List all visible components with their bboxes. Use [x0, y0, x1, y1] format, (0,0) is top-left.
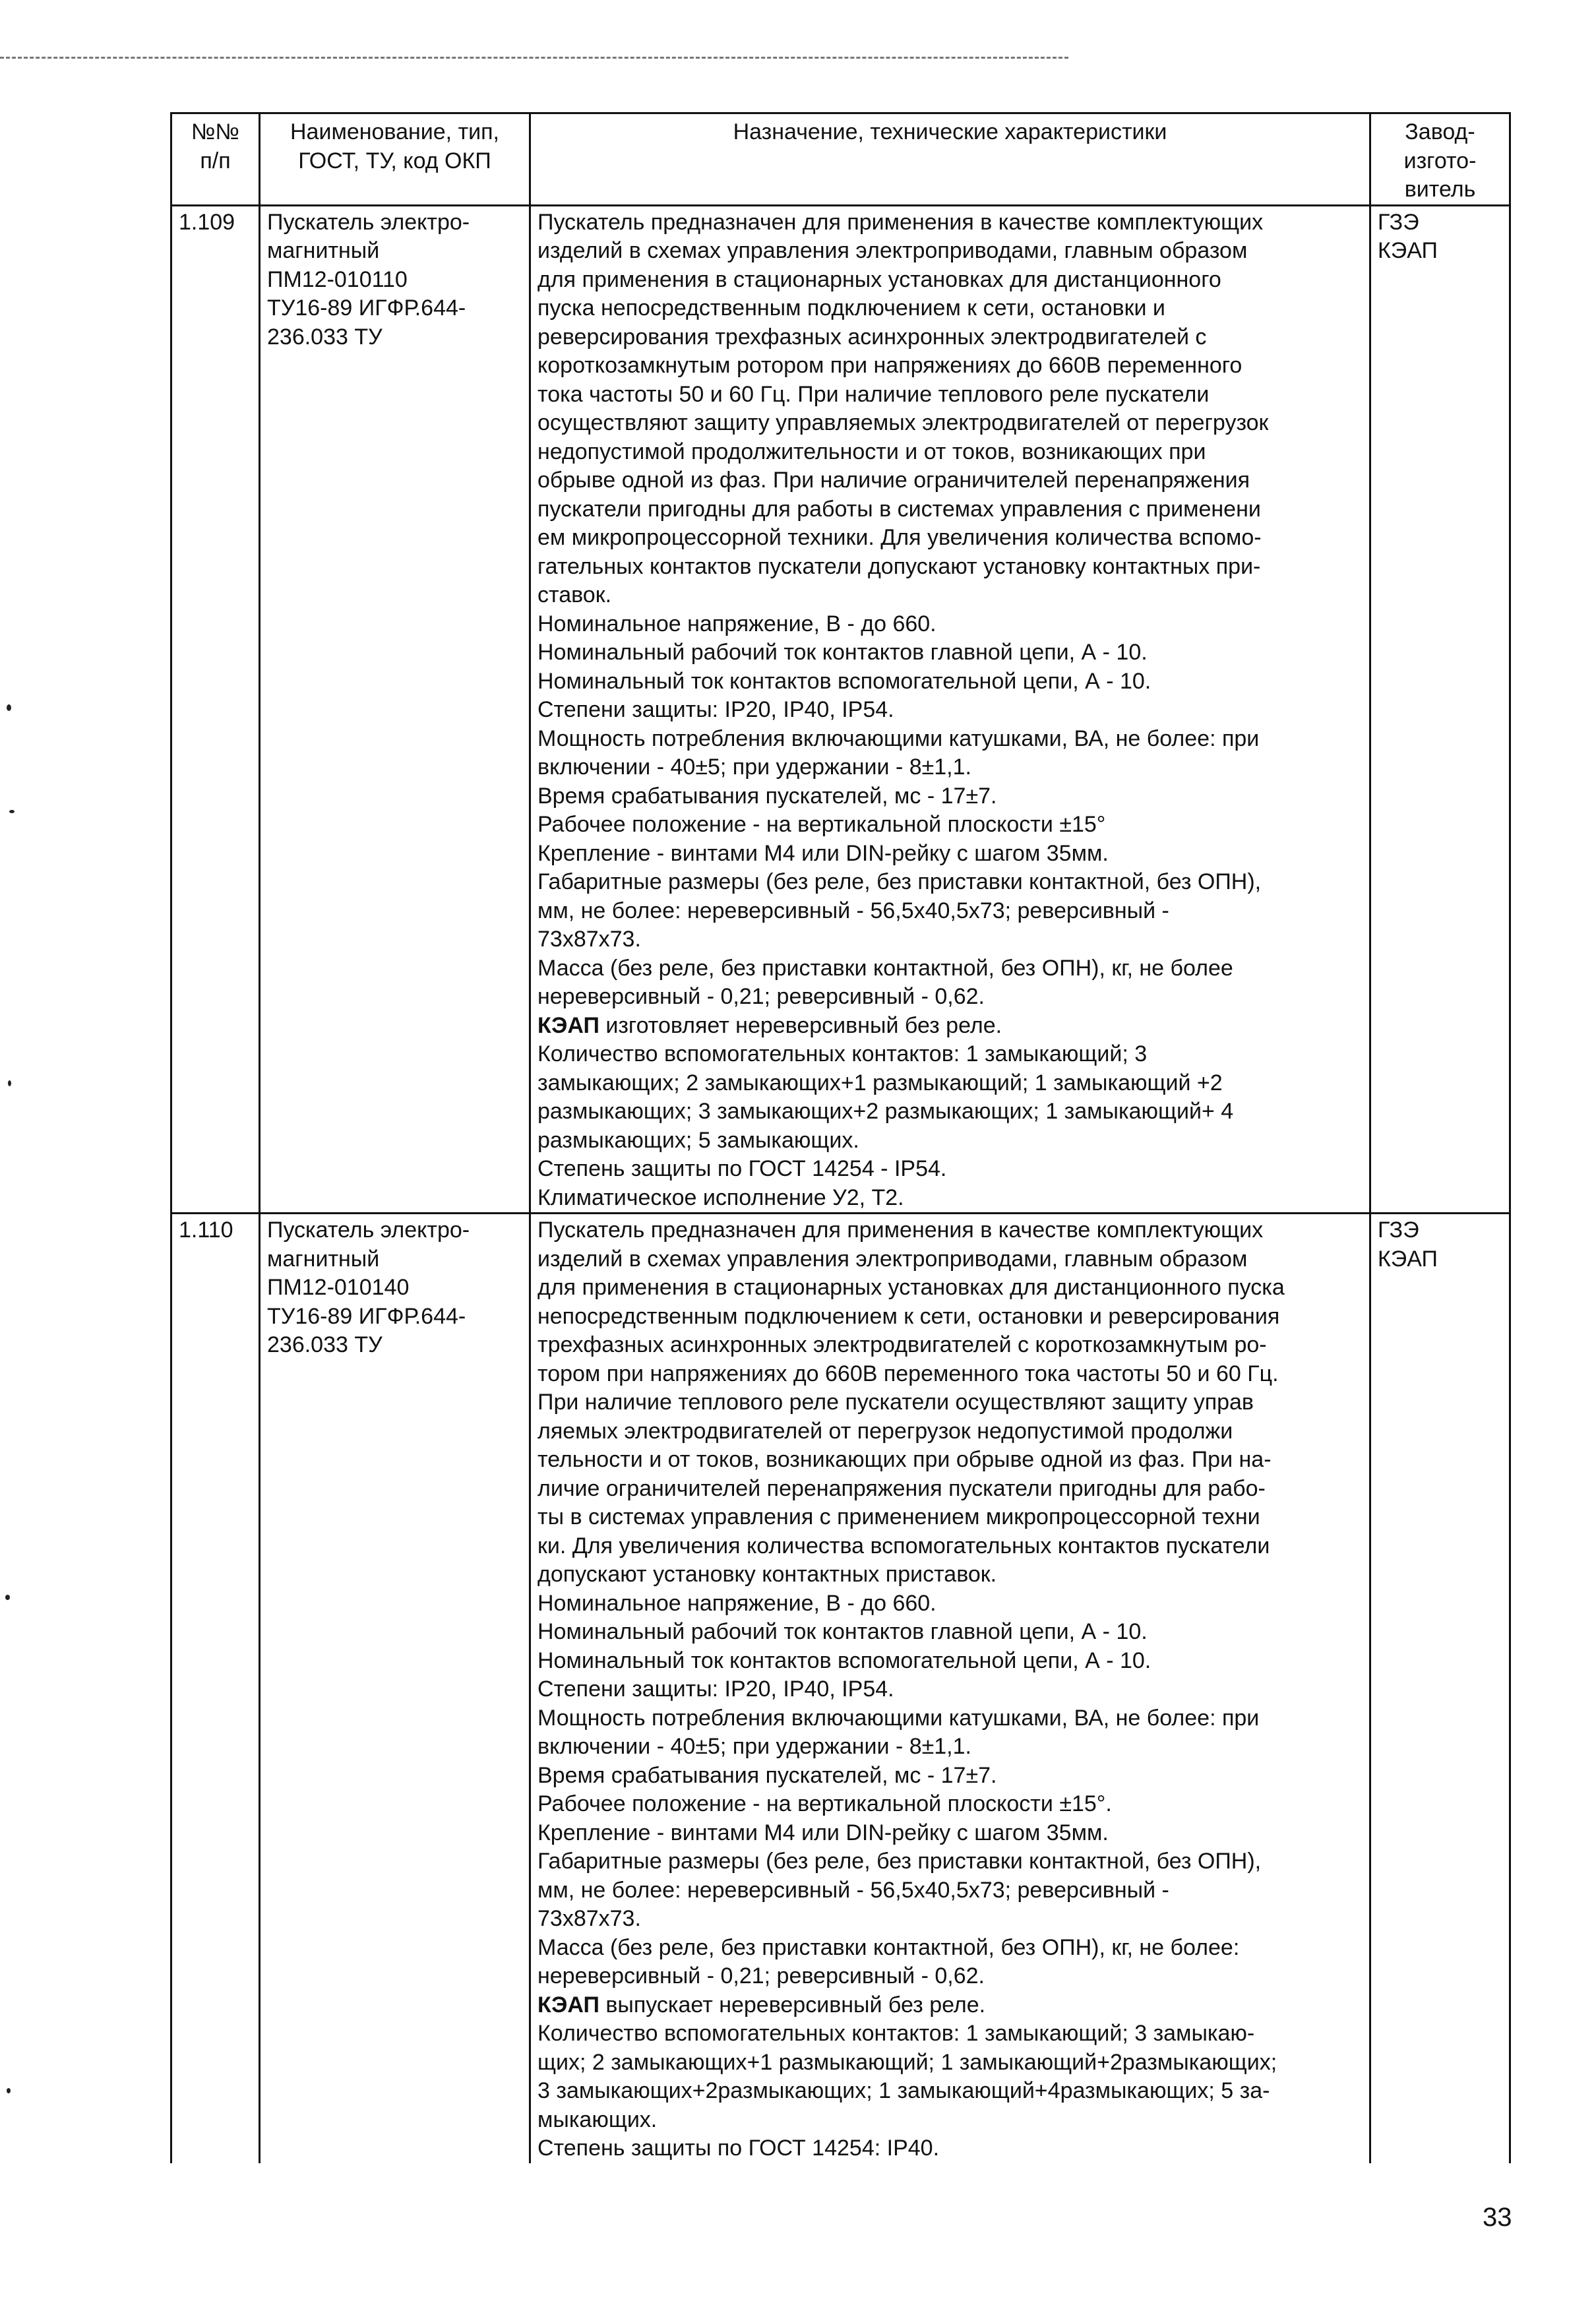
- product-description: Пускатель предназначен для применения в качестве комплектующих изделий в схемах управления электроприводами, главным образом для применения в стационарных установках для дистанционного пуска непосредственным подключением к сети, остановки и реверсирования трехфазных асинхронных электродвигателей с короткозамкнутым ро- тором при напряжениях до 660В переменного тока частоты 50 и 60 Гц. При наличие теплового реле пускатели осуществляют защиту управ ляемых электродвигателей от перегрузок недопустимой продолжи тельности и от токов, возникающих при обрыве одной из фаз. При на- личие ограничителей перенапряжения пускатели пригодны для рабо- ты в системах управления с применением микропроцессорной техни ки. Для увеличения количества вспомогательных контактов пускатели допускают установку контактных приставок. Номинальное напряжение, В - до 660. Номинальный рабочий ток контактов главной цепи, А - 10. Номинальный ток контактов вспомогательной цепи, А - 10. Степени защиты: IP20, IP40, IP54. Мощность потребления включающими катушками, ВА, не более: при включении - 40±5; при удержании - 8±1,1. Время срабатывания пускателей, мс - 17±7. Рабочее положение - на вертикальной плоскости ±15°. Крепление - винтами М4 или DIN-рейку с шагом 35мм. Габаритные размеры (без реле, без приставки контактной, без ОПН), мм, не более: нереверсивный - 56,5х40,5х73; реверсивный - 73х87х73. Масса (без реле, без приставки контактной, без ОПН), кг, не более: нереверсивный - 0,21; реверсивный - 0,62. КЭАП выпускает нереверсивный без реле. Количество вспомогательных контактов: 1 замыкающий; 3 замыкаю- щих; 2 замыкающих+1 размыкающий; 1 замыкающий+2размыкающих; 3 замыкающих+2размыкающих; 1 замыкающий+4размыкающих; 5 за- мыкающих. Степень защиты по ГОСТ 14254: IP40.: [530, 1214, 1370, 2163]
- table-row: [171, 1214, 1510, 2163]
- scan-artifact-line: [0, 57, 1068, 59]
- scan-speck: [5, 1595, 10, 1600]
- scan-speck: [8, 1080, 11, 1086]
- page-number: 33: [1483, 2203, 1512, 2232]
- product-name: Пускатель электро- магнитный ПМ12-010140 ТУ16-89 ИГФР.644- 236.033 ТУ: [260, 1214, 530, 2163]
- manufacturer: ГЗЭ КЭАП: [1370, 1214, 1510, 2163]
- row-number: 1.109: [171, 205, 260, 1214]
- bold-prefix-line: КЭАП изготовляет нереверсивный без реле.: [537, 1012, 1002, 1038]
- manufacturer-abbreviation: КЭАП: [537, 1012, 599, 1038]
- header-manufacturer: Завод- изгото- витель: [1370, 113, 1510, 206]
- manufacturer-abbreviation: КЭАП: [537, 1992, 599, 2018]
- header-purpose: Назначение, технические характеристики: [530, 113, 1370, 206]
- scan-speck: [7, 2088, 11, 2093]
- bold-prefix-line: КЭАП выпускает нереверсивный без реле.: [537, 1992, 986, 2018]
- header-number: №№ п/п: [171, 113, 260, 206]
- table-row: [171, 205, 1510, 1214]
- row-number: 1.110: [171, 1214, 260, 2163]
- manufacturer: ГЗЭ КЭАП: [1370, 205, 1510, 1214]
- scan-speck: [9, 810, 15, 813]
- registry-table: [170, 112, 1511, 2163]
- product-name: Пускатель электро- магнитный ПМ12-010110 ТУ16-89 ИГФР.644- 236.033 ТУ: [260, 205, 530, 1214]
- header-name: Наименование, тип, ГОСТ, ТУ, код ОКП: [260, 113, 530, 206]
- table-header-row: [171, 113, 1510, 206]
- product-description: Пускатель предназначен для применения в качестве комплектующих изделий в схемах управления электроприводами, главным образом для применения в стационарных установках для дистанционного пуска непосредственным подключением к сети, остановки и реверсирования трехфазных асинхронных электродвигателей с короткозамкнутым ротором при напряжениях до 660В переменного тока частоты 50 и 60 Гц. При наличие теплового реле пускатели осуществляют защиту управляемых электродвигателей от перегрузок недопустимой продолжительности и от токов, возникающих при обрыве одной из фаз. При наличие ограничителей перенапряжения пускатели пригодны для работы в системах управления с применени ем микропроцессорной техники. Для увеличения количества вспомо- гательных контактов пускатели допускают установку контактных при- ставок. Номинальное напряжение, В - до 660. Номинальный рабочий ток контактов главной цепи, А - 10. Номинальный ток контактов вспомогательной цепи, А - 10. Степени защиты: IP20, IP40, IP54. Мощность потребления включающими катушками, ВА, не более: при включении - 40±5; при удержании - 8±1,1. Время срабатывания пускателей, мс - 17±7. Рабочее положение - на вертикальной плоскости ±15° Крепление - винтами М4 или DIN-рейку с шагом 35мм. Габаритные размеры (без реле, без приставки контактной, без ОПН), мм, не более: нереверсивный - 56,5х40,5х73; реверсивный - 73х87х73. Масса (без реле, без приставки контактной, без ОПН), кг, не более нереверсивный - 0,21; реверсивный - 0,62. КЭАП изготовляет нереверсивный без реле. Количество вспомогательных контактов: 1 замыкающий; 3 замыкающих; 2 замыкающих+1 размыкающий; 1 замыкающий +2 размыкающих; 3 замыкающих+2 размыкающих; 1 замыкающий+ 4 размыкающих; 5 замыкающих. Степень защиты по ГОСТ 14254 - IP54. Климатическое исполнение У2, Т2.: [530, 205, 1370, 1214]
- scan-speck: [7, 704, 11, 711]
